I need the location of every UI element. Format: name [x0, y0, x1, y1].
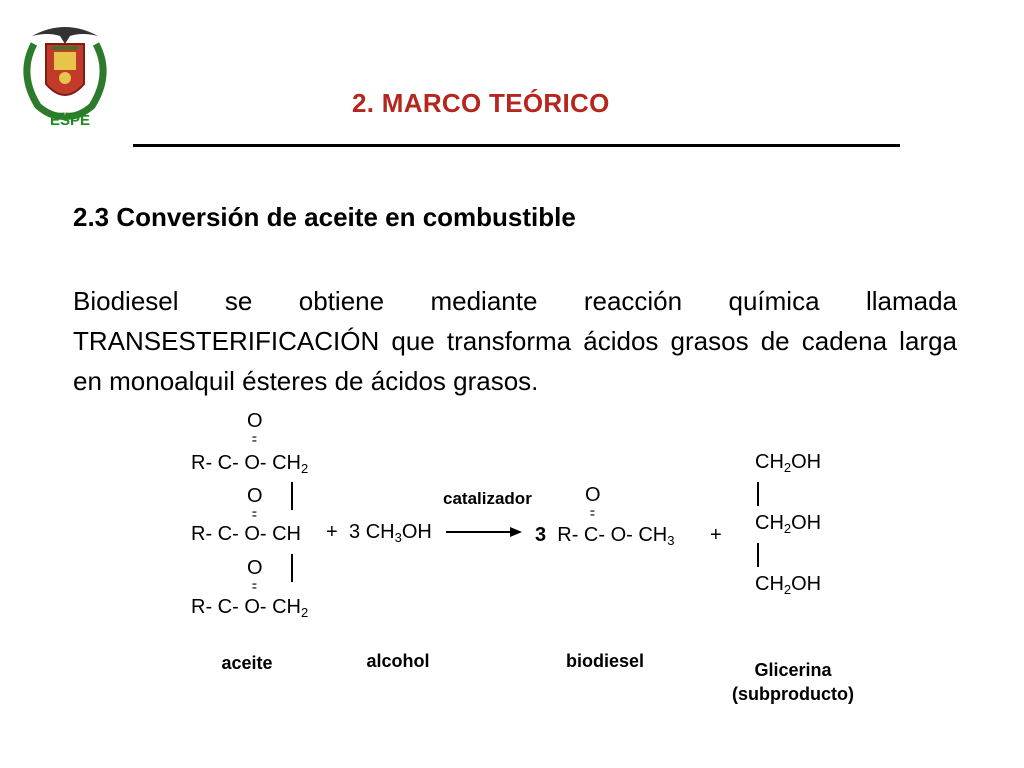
label-biodiesel: biodiesel	[565, 651, 645, 671]
label-aceite: aceite	[221, 653, 273, 673]
carbonyl-oxygen: O	[247, 557, 263, 579]
glycerin-row: $CH_2OH$	[755, 512, 822, 536]
aceite-row: R- C- O- $CH_2$	[191, 596, 309, 620]
logo-label: ESPE	[49, 112, 91, 129]
title-divider	[133, 144, 900, 147]
body-paragraph: Biodiesel se obtiene mediante reacción química llamada TRANSESTERIFICACIÓN que transforma ácidos grasos de cadena larga en monoalquil ésteres de ácidos grasos.	[73, 286, 957, 396]
bond-line	[291, 554, 293, 582]
glycerin-row: $CH_2OH$	[755, 573, 822, 597]
carbonyl-oxygen: O	[247, 410, 263, 432]
bond-line	[291, 482, 293, 510]
double-bond: =	[251, 578, 257, 595]
bond-line	[757, 482, 759, 506]
label-subproducto: (subproducto)	[732, 684, 854, 704]
catalyst-label: catalizador	[443, 489, 532, 508]
aceite-row: R- C- O- $CH_2$	[191, 452, 309, 476]
double-bond: =	[251, 506, 257, 523]
alcohol-formula: 3 $CH_3OH$	[349, 521, 432, 545]
carbonyl-oxygen: O	[585, 484, 601, 506]
bond-line	[757, 543, 759, 567]
biodiesel-formula: 3 R- C- O- $CH_3$	[535, 524, 675, 548]
section-title: 2. MARCO TEÓRICO	[352, 88, 610, 118]
plus-sign: +	[326, 521, 338, 543]
aceite-row: R- C- O- CH	[191, 523, 301, 545]
reaction-arrow-icon	[446, 524, 522, 540]
double-bond: =	[589, 505, 595, 522]
glycerin-row: $CH_2OH$	[755, 451, 822, 475]
label-alcohol: alcohol	[366, 651, 430, 671]
label-glicerina: Glicerina	[754, 660, 832, 680]
plus-sign: +	[710, 524, 722, 546]
double-bond: =	[251, 431, 257, 448]
subtitle: 2.3 Conversión de aceite en combustible	[73, 202, 576, 232]
carbonyl-oxygen: O	[247, 485, 263, 507]
